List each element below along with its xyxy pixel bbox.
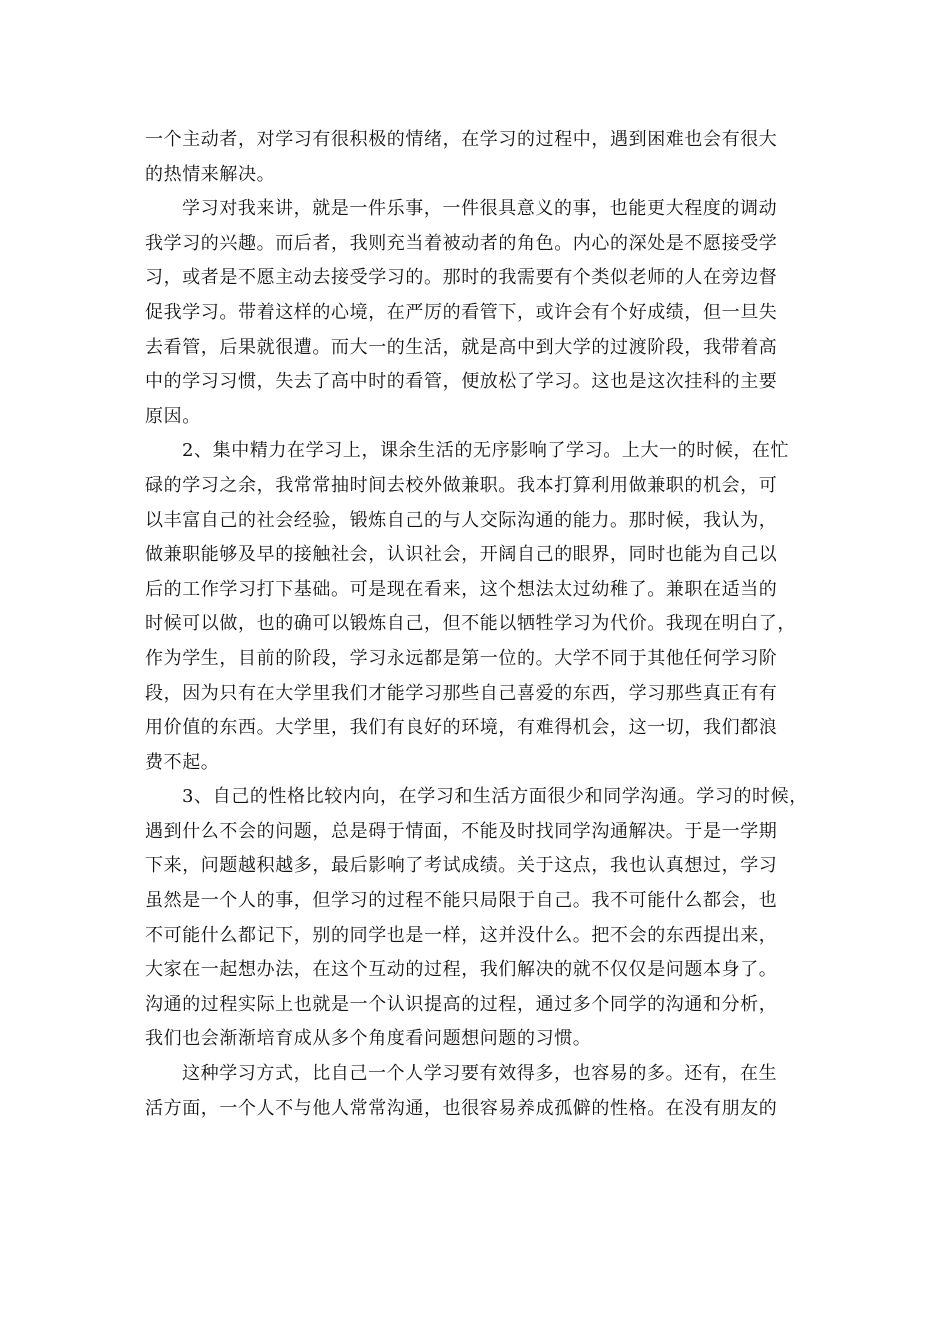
text-line: 我学习的兴趣。而后者，我则充当着被动者的角色。内心的深处是不愿接受学 bbox=[145, 232, 778, 254]
text-line: 促我学习。带着这样的心境，在严厉的看管下，或许会有个好成绩，但一旦失 bbox=[145, 301, 778, 323]
text-line: 原因。 bbox=[145, 405, 201, 427]
text-line: 虽然是一个人的事，但学习的过程不能只局限于自己。我不可能什么都会，也 bbox=[145, 890, 778, 912]
text-line: 中的学习习惯，失去了高中时的看管，便放松了学习。这也是这次挂科的主要 bbox=[145, 371, 778, 393]
text-line: 费不起。 bbox=[145, 751, 220, 773]
text-line: 时候可以做，也的确可以锻炼自己，但不能以牺牲学习为代价。我现在明白了， bbox=[145, 613, 796, 635]
text-line: 不可能什么都记下，别的同学也是一样，这并没什么。把不会的东西提出来， bbox=[145, 924, 778, 946]
text-line: 一个主动者，对学习有很积极的情绪，在学习的过程中，遇到困难也会有很大 bbox=[145, 129, 778, 150]
paragraph-start-line: 3、自己的性格比较内向，在学习和生活方面很少和同学沟通。学习的时候， bbox=[182, 786, 808, 808]
text-line: 作为学生，目前的阶段，学习永远都是第一位的。大学不同于其他任何学习阶 bbox=[145, 647, 778, 669]
text-line: 活方面，一个人不与他人常常沟通，也很容易养成孤僻的性格。在没有朋友的 bbox=[145, 1097, 778, 1119]
text-line: 习，或者是不愿主动去接受学习的。那时的我需要有个类似老师的人在旁边督 bbox=[145, 267, 778, 289]
text-line: 碌的学习之余，我常常抽时间去校外做兼职。我本打算利用做兼职的机会，可 bbox=[145, 474, 778, 496]
text-line: 沟通的过程实际上也就是一个认识提高的过程，通过多个同学的沟通和分析， bbox=[145, 993, 778, 1015]
paragraph-start-line: 这种学习方式，比自己一个人学习要有效得多，也容易的多。还有，在生 bbox=[182, 1063, 778, 1085]
body-text bbox=[145, 123, 825, 1126]
paragraph-start-line: 2、集中精力在学习上，课余生活的无序影响了学习。上大一的时候，在忙 bbox=[182, 440, 790, 462]
text-line: 我们也会渐渐培育成从多个角度看问题想问题的习惯。 bbox=[145, 1028, 592, 1050]
text-line: 大家在一起想办法，在这个互动的过程，我们解决的就不仅仅是问题本身了。 bbox=[145, 959, 778, 981]
text-line: 下来，问题越积越多，最后影响了考试成绩。关于这点，我也认真想过，学习 bbox=[145, 855, 778, 877]
text-line: 的热情来解决。 bbox=[145, 163, 276, 185]
text-line: 用价值的东西。大学里，我们有良好的环境，有难得机会，这一切，我们都浪 bbox=[145, 717, 778, 739]
paragraph-start-line: 学习对我来讲，就是一件乐事，一件很具意义的事，也能更大程度的调动 bbox=[182, 198, 778, 220]
text-line: 做兼职能够及早的接触社会，认识社会，开阔自己的眼界，同时也能为自己以 bbox=[145, 544, 778, 566]
text-line: 去看管，后果就很遭。而大一的生活，就是高中到大学的过渡阶段，我带着高 bbox=[145, 336, 778, 358]
text-line: 遇到什么不会的问题，总是碍于情面，不能及时找同学沟通解决。于是一学期 bbox=[145, 820, 778, 842]
text-line: 段，因为只有在大学里我们才能学习那些自己喜爱的东西，学习那些真正有有 bbox=[145, 682, 778, 704]
text-line: 后的工作学习打下基础。可是现在看来，这个想法太过幼稚了。兼职在适当的 bbox=[145, 578, 778, 600]
text-line: 以丰富自己的社会经验，锻炼自己的与人交际沟通的能力。那时候，我认为， bbox=[145, 509, 778, 531]
